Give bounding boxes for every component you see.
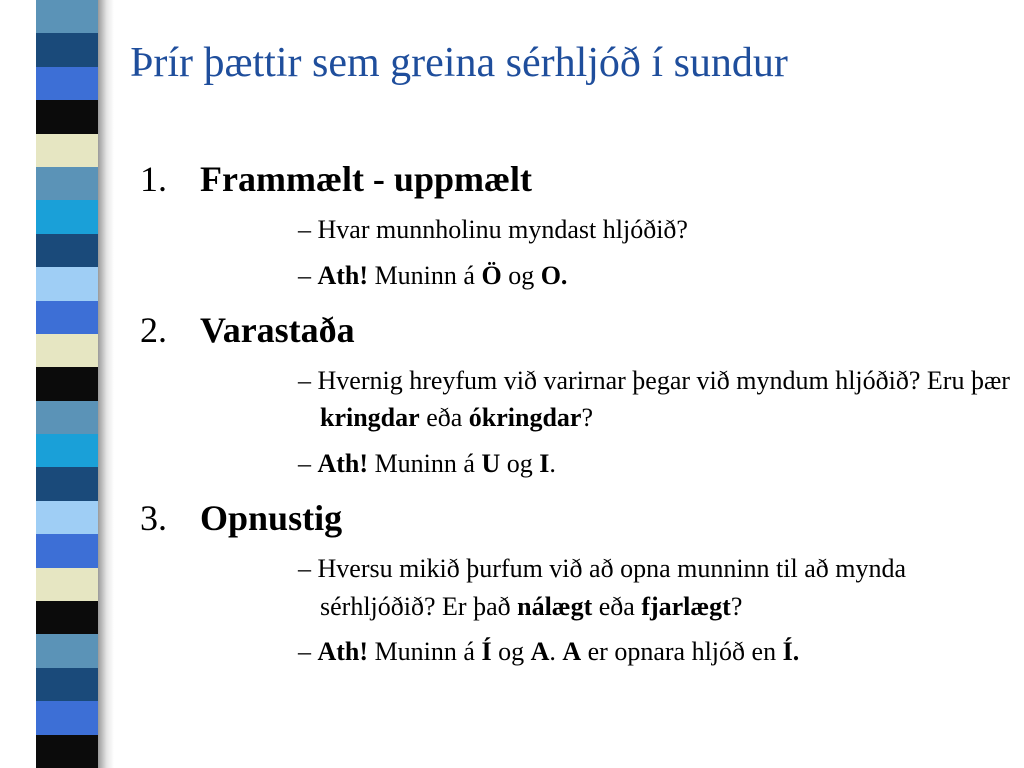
stripe-band <box>36 67 98 100</box>
stripe-band <box>36 334 98 367</box>
stripe-band <box>36 401 98 434</box>
stripe-band <box>36 200 98 233</box>
bullet-text: Muninn á <box>368 260 482 290</box>
bullet-text: – Hversu mikið þurfum við að opna munninn til að mynda sérhljóðið? Er það <box>298 554 907 621</box>
stripe-band <box>36 568 98 601</box>
list-item-title: Opnustig <box>200 497 343 538</box>
bullet-text: og <box>491 637 531 667</box>
bullet-text: eða <box>419 403 469 433</box>
bullet-text: Muninn á <box>368 449 482 479</box>
stripe-band <box>36 601 98 634</box>
emphasis-text: A <box>562 637 582 667</box>
stripe-band <box>36 0 98 33</box>
sub-bullet <box>298 633 1010 671</box>
bullet-text: – <box>298 449 318 479</box>
stripe-band <box>36 167 98 200</box>
bullet-text: – Hvar munnholinu myndast hljóðið? <box>298 215 688 245</box>
emphasis-text: Í. <box>782 637 800 667</box>
decorative-stripe <box>36 0 98 768</box>
emphasis-text: Í <box>481 637 492 667</box>
stripe-shadow <box>98 0 114 768</box>
list-item-number: 3. <box>140 497 167 538</box>
bullet-text: – <box>298 260 318 290</box>
list-item-number: 1. <box>140 159 167 199</box>
sub-bullet <box>298 445 1010 483</box>
bullet-text: – <box>298 637 318 667</box>
list-item-title: Frammælt - uppmælt <box>200 159 532 199</box>
bullet-text: er opnara hljóð en <box>581 637 783 667</box>
stripe-band <box>36 301 98 334</box>
emphasis-text: nálægt <box>517 591 593 621</box>
bullet-text: ? <box>730 591 743 621</box>
emphasis-text: A <box>530 637 550 667</box>
emphasis-text: Ath! <box>317 449 369 479</box>
stripe-band <box>36 501 98 534</box>
stripe-band <box>36 134 98 167</box>
stripe-band <box>36 234 98 267</box>
emphasis-text: Ath! <box>317 637 369 667</box>
emphasis-text: I <box>539 449 550 479</box>
stripe-band <box>36 367 98 400</box>
bullet-text: og <box>500 449 540 479</box>
stripe-band <box>36 735 98 768</box>
stripe-band <box>36 100 98 133</box>
emphasis-text: ókringdar <box>468 403 582 433</box>
stripe-band <box>36 434 98 467</box>
list-item <box>140 497 1010 540</box>
sub-bullet <box>298 550 1010 625</box>
bullet-text: ? <box>581 403 594 433</box>
stripe-band <box>36 267 98 300</box>
list-item-title: Varastaða <box>200 309 355 350</box>
stripe-band <box>36 668 98 701</box>
list-item-number: 2. <box>140 309 167 350</box>
emphasis-text: U <box>481 449 501 479</box>
emphasis-text: fjarlægt <box>641 591 731 621</box>
stripe-band <box>36 634 98 667</box>
sub-bullet <box>298 257 1010 295</box>
bullet-text: og <box>501 260 541 290</box>
bullet-text: . <box>549 449 556 479</box>
bullet-text: . <box>549 637 563 667</box>
slide-title: Þrír þættir sem greina sérhljóð í sundur <box>130 40 788 86</box>
emphasis-text: kringdar <box>320 403 420 433</box>
stripe-band <box>36 701 98 734</box>
stripe-band <box>36 534 98 567</box>
sub-bullet <box>298 211 1010 249</box>
emphasis-text: Ath! <box>317 260 369 290</box>
bullet-text: Muninn á <box>368 637 482 667</box>
emphasis-text: O. <box>540 260 568 290</box>
sub-bullet <box>298 362 1010 437</box>
list-item <box>140 309 1010 352</box>
bullet-text: eða <box>592 591 642 621</box>
stripe-band <box>36 467 98 500</box>
bullet-text: – Hvernig hreyfum við varirnar þegar við myndum hljóðið? Eru þær <box>298 365 1010 395</box>
stripe-band <box>36 33 98 66</box>
list-item <box>140 158 1010 201</box>
emphasis-text: Ö <box>481 260 502 290</box>
slide-content <box>140 158 1010 679</box>
